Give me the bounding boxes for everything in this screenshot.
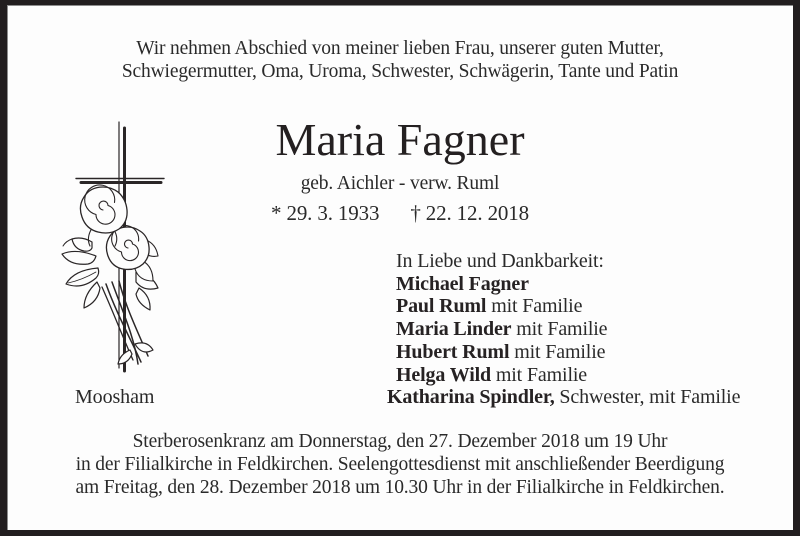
mourner-row bbox=[387, 386, 740, 409]
mourner-name: Paul Ruml bbox=[396, 295, 487, 318]
intro-line-2: Schwiegermutter, Oma, Uroma, Schwester, Schwägerin, Tante und Patin bbox=[121, 61, 679, 82]
birth-date: * 29. 3. 1933 bbox=[271, 201, 380, 225]
schedule-line-3: am Freitag, den 28. Dezember 2018 um 10.30 Uhr in der Filialkirche in Feldkirchen. bbox=[75, 477, 725, 498]
schedule-line-1: Sterberosenkranz am Donnerstag, den 27. Dezember 2018 um 19 Uhr bbox=[132, 431, 668, 452]
deceased-name: Maria Fagner bbox=[275, 114, 525, 165]
mourner-row bbox=[396, 341, 740, 364]
death-date: † 22. 12. 2018 bbox=[410, 201, 529, 225]
mourners-list bbox=[387, 250, 741, 409]
mourner-suffix: Schwester, mit Familie bbox=[554, 386, 741, 409]
mourner-name: Michael Fagner bbox=[396, 272, 529, 295]
dedication-line: In Liebe und Dankbarkeit: bbox=[396, 250, 604, 272]
schedule-line-2: in der Filialkirche in Feldkirchen. Seelengottesdienst mit anschließender Beerdigung bbox=[75, 454, 725, 475]
rose-bouquet-icon bbox=[62, 185, 158, 364]
schedule-text bbox=[0, 430, 800, 499]
mourner-row bbox=[396, 364, 740, 387]
mourner-name: Maria Linder bbox=[396, 318, 512, 341]
intro-text bbox=[0, 37, 800, 83]
intro-line-1: Wir nehmen Abschied von meiner lieben Frau, unserer guten Mutter, bbox=[136, 38, 664, 59]
mourner-name: Katharina Spindler, bbox=[387, 386, 555, 409]
maiden-name-line: geb. Aichler - verw. Ruml bbox=[300, 173, 500, 194]
cross-with-roses-illustration bbox=[40, 98, 210, 418]
mourner-row bbox=[396, 273, 740, 296]
mourner-suffix: mit Familie bbox=[511, 318, 608, 341]
mourner-suffix: mit Familie bbox=[509, 340, 606, 363]
mourner-row bbox=[396, 318, 740, 341]
mourner-name: Helga Wild bbox=[396, 363, 492, 386]
mourner-suffix: mit Familie bbox=[486, 295, 583, 318]
place-name: Moosham bbox=[75, 386, 155, 408]
mourner-row bbox=[396, 295, 740, 318]
mourner-suffix: mit Familie bbox=[491, 363, 587, 386]
mourner-name: Hubert Ruml bbox=[396, 340, 510, 363]
